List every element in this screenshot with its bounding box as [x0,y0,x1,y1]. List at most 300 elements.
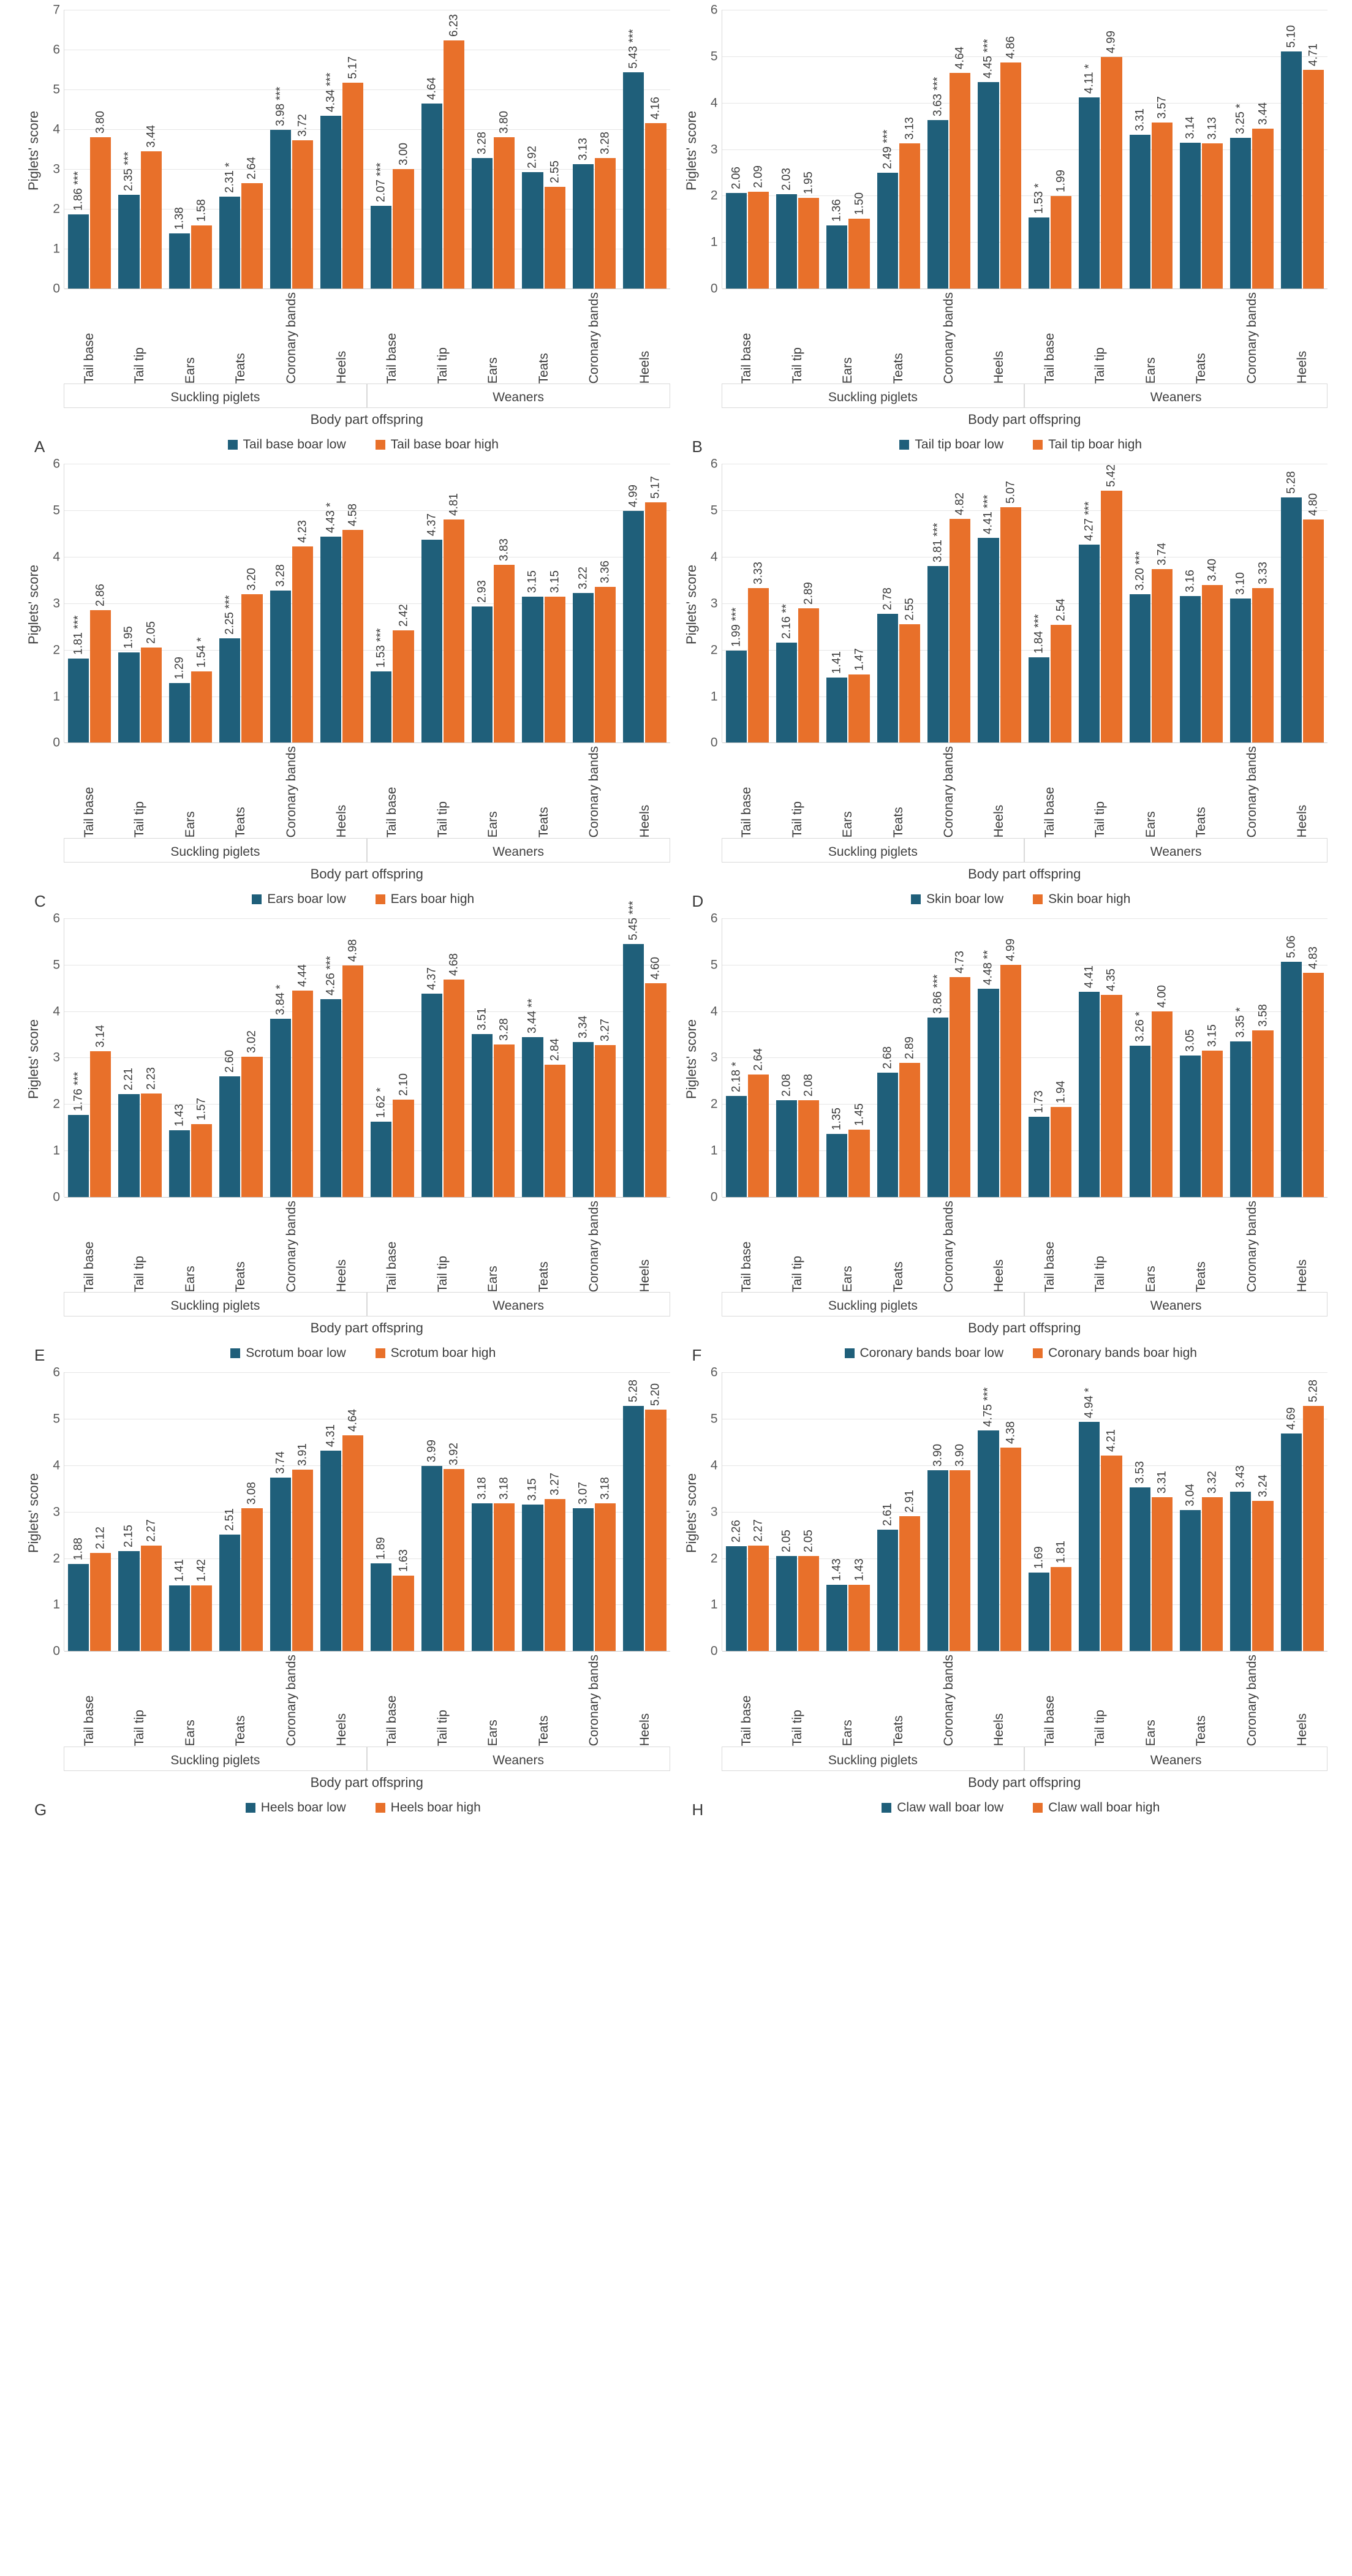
bar-high[interactable] [595,560,616,743]
bar-low[interactable] [118,1068,139,1197]
bar-low[interactable] [371,1536,391,1651]
y-tick-label: 0 [53,281,60,296]
bar-low[interactable] [776,603,797,743]
bar-pair [924,10,974,289]
bar-low[interactable] [1079,965,1100,1196]
bar-low[interactable] [1079,501,1100,743]
legend-item-low[interactable] [246,1800,346,1815]
bar-high[interactable] [444,14,464,289]
bar-high[interactable] [241,1481,262,1652]
bar-low[interactable] [472,131,493,289]
bars-region [64,464,670,742]
bar-high[interactable] [950,47,970,289]
x-tick-labels [722,289,1328,383]
bar-high[interactable] [141,125,162,289]
panel-body [18,2,676,460]
bar-high[interactable] [545,570,565,743]
bar-low[interactable] [68,1071,89,1196]
y-tick-label: 3 [53,162,60,176]
x-tick-label [923,1651,973,1746]
x-tick-label [215,289,265,383]
bar-low[interactable] [573,1482,594,1651]
bar-value-label: 1.62 * [374,1087,388,1118]
bar-high[interactable] [1202,116,1223,289]
bar-high[interactable] [1152,1471,1173,1651]
bar-high[interactable] [848,1558,869,1651]
panel-letter: G [34,1800,47,1819]
bar-high[interactable] [645,96,666,289]
legend-swatch-low-icon [845,1348,855,1358]
bar-low[interactable] [1130,1011,1150,1197]
bar-value-label: 3.04 [1184,1483,1197,1506]
bar-value-label: 3.15 [526,570,539,593]
bar-low[interactable] [927,1443,948,1652]
bar-low[interactable] [726,1519,747,1651]
x-tick-label-text: Ears [486,811,500,838]
bar-high[interactable] [1101,968,1122,1197]
bar-high[interactable] [342,1409,363,1651]
bar-high[interactable] [545,161,565,289]
bar-high[interactable] [1051,1080,1071,1197]
bar-group [722,918,772,1197]
bar-high[interactable] [748,1048,769,1197]
plot [701,1365,1328,1658]
bar-high[interactable] [798,582,819,742]
age-group-label: Suckling piglets [722,384,1025,407]
x-tick-label [1024,289,1074,383]
bar-low[interactable] [270,984,291,1197]
bar-high[interactable] [1101,30,1122,289]
bar-high[interactable] [1202,1024,1223,1197]
bar-low[interactable] [776,1529,797,1651]
age-group-label: Suckling piglets [64,384,367,407]
bar-high[interactable] [191,1097,212,1197]
x-tick-labels [722,742,1328,837]
bar-low[interactable] [726,607,747,743]
bar-pair [64,1372,115,1651]
bar-high[interactable] [798,1529,819,1651]
bar-high[interactable] [1303,493,1324,742]
bar-high[interactable] [1101,1429,1122,1651]
bar-high[interactable] [444,953,464,1197]
bar-low[interactable] [826,1108,847,1196]
bar-group [772,10,823,289]
bar-high[interactable] [90,111,111,289]
bar-high[interactable] [848,648,869,742]
bar-group [1226,1372,1277,1651]
bar-low[interactable] [1029,1546,1049,1651]
bar-low[interactable] [270,1451,291,1652]
bars-region [722,1372,1328,1651]
panel-body [18,901,676,1369]
bar-high[interactable] [595,1477,616,1651]
bar-high[interactable] [241,567,262,743]
bar-low[interactable] [978,950,999,1197]
bar-high[interactable] [1152,96,1173,289]
bar-low[interactable] [978,1387,999,1651]
bar-high[interactable] [292,1443,313,1652]
bar-high[interactable] [1303,946,1324,1197]
bar-high[interactable] [393,143,414,289]
bar-low[interactable] [270,564,291,743]
bar-group [367,10,417,289]
legend-item-low[interactable] [882,1800,1003,1815]
y-tick-label: 1 [710,689,718,704]
bar-high[interactable] [141,621,162,742]
bar-value-label: 4.58 [346,504,360,527]
bar-high[interactable] [191,1558,212,1652]
legend-item-low[interactable] [228,437,346,452]
bar-low[interactable] [169,207,190,289]
bar-high[interactable] [950,1443,970,1652]
x-tick-label-text: Tail tip [1093,347,1108,384]
bar-group [974,1372,1024,1651]
bar-high[interactable] [848,192,869,289]
bar-high[interactable] [494,538,515,742]
bar-group [1226,464,1277,742]
bar-pair [1126,464,1176,742]
bar-value-label: 1.54 * [195,636,208,668]
bar-high[interactable] [950,492,970,743]
bar-high[interactable] [342,939,363,1197]
bar-high[interactable] [141,1519,162,1651]
bar-low[interactable] [826,651,847,743]
bar-low[interactable] [1029,614,1049,743]
bar-value-label: 2.91 [903,1489,916,1513]
x-tick-labels [64,289,670,383]
bar-low[interactable] [1281,25,1302,289]
bar-low[interactable] [877,1503,898,1651]
bar-low[interactable] [219,1508,240,1651]
bar-high[interactable] [748,1519,769,1651]
gridline [64,1651,670,1652]
legend-item-high[interactable] [1033,1346,1197,1361]
bar-high[interactable] [1000,1421,1021,1651]
bar-high[interactable] [444,1443,464,1651]
bar-low[interactable] [522,570,543,743]
bar-low[interactable] [1130,1460,1150,1652]
bar-low[interactable] [320,1424,341,1651]
bar-low[interactable] [68,1537,89,1652]
bar-value-label: 1.81 [1054,1541,1068,1564]
legend-item-low[interactable] [252,892,346,907]
bar-high[interactable] [1000,480,1021,742]
bar-low[interactable] [573,137,594,289]
bar-low[interactable] [1230,103,1251,289]
bar-low[interactable] [826,198,847,289]
bar-high[interactable] [899,1036,920,1197]
bar-low[interactable] [776,168,797,289]
bar-low[interactable] [169,1559,190,1651]
bar-group [619,10,670,289]
bar-low[interactable] [776,1074,797,1197]
bar-high[interactable] [494,1477,515,1651]
bar-low[interactable] [270,86,291,289]
legend-item-high[interactable] [376,1800,481,1815]
bar-high[interactable] [393,1073,414,1197]
bar-value-label: 4.64 [346,1409,360,1432]
bar-value-label: 3.31 [1155,1471,1169,1494]
bar-high[interactable] [191,199,212,289]
bar-low[interactable] [1130,551,1150,743]
legend-item-high[interactable] [1033,892,1130,907]
bar-low[interactable] [371,1087,391,1197]
bar-low[interactable] [472,1477,493,1651]
bar-low[interactable] [623,1379,644,1651]
bar-value-label: 3.13 [1206,116,1219,140]
bar-low[interactable] [118,1525,139,1651]
bar-low[interactable] [169,1104,190,1196]
bars-region [722,464,1328,742]
bar-low[interactable] [927,77,948,289]
legend-item-low[interactable] [899,437,1003,452]
bar-high[interactable] [645,476,666,742]
bar-high[interactable] [292,964,313,1197]
bar-low[interactable] [927,974,948,1197]
bar-low[interactable] [877,129,898,289]
bar-low[interactable] [118,625,139,743]
bar-low[interactable] [1079,1388,1100,1652]
bar-low[interactable] [219,1049,240,1197]
bar-low[interactable] [1079,64,1100,289]
x-tick-label-text: Coronary bands [284,1655,298,1747]
bar-low[interactable] [1230,1465,1251,1651]
legend [56,1346,670,1361]
bar-pair [266,1372,317,1651]
legend-item-low[interactable] [911,892,1003,907]
y-tick-label: 5 [53,503,60,518]
bar-low[interactable] [472,1007,493,1197]
y-axis [43,456,64,750]
bar-low[interactable] [68,171,89,289]
bar-low[interactable] [1130,108,1150,289]
bar-low[interactable] [877,1046,898,1197]
bar-value-label: 2.92 [526,146,539,169]
bar-low[interactable] [320,502,341,742]
bar-high[interactable] [1051,1541,1071,1651]
x-tick-label-text: Ears [183,811,197,838]
bar-low[interactable] [1180,1483,1201,1652]
bar-low[interactable] [320,72,341,289]
bar-high[interactable] [1051,170,1071,289]
legend-item-high[interactable] [376,892,475,907]
y-tick-label: 0 [710,735,718,750]
bar-low[interactable] [1029,1090,1049,1197]
bar-high[interactable] [595,131,616,289]
bar-low[interactable] [472,580,493,742]
bar-low[interactable] [421,513,442,742]
bar-high[interactable] [342,504,363,742]
bar-low[interactable] [623,901,644,1197]
bar-pair [1075,1372,1125,1651]
bar-low[interactable] [623,29,644,289]
bar-high[interactable] [645,1383,666,1651]
y-tick-label: 3 [710,1505,718,1519]
bar-high[interactable] [494,1018,515,1197]
bar-high[interactable] [292,114,313,289]
legend-item-low[interactable] [845,1346,1004,1361]
bar-high[interactable] [1252,1004,1273,1196]
bar-low[interactable] [219,595,240,743]
bar-high[interactable] [141,1067,162,1197]
x-tick-label [822,1651,872,1746]
bar-low[interactable] [927,523,948,743]
bar-low[interactable] [320,956,341,1197]
bar-high[interactable] [1252,1474,1273,1652]
bar-high[interactable] [798,1074,819,1197]
bar-high[interactable] [1152,542,1173,743]
bar-high[interactable] [90,1526,111,1652]
x-tick-label-text: Tail base [385,1241,399,1293]
bar-low[interactable] [1281,1407,1302,1652]
bar-high[interactable] [342,56,363,289]
bar-low[interactable] [826,1558,847,1651]
bar-low[interactable] [68,615,89,742]
bar-high[interactable] [90,583,111,743]
bar-high[interactable] [292,519,313,743]
x-tick-label-text: Tail tip [790,1255,804,1293]
bar-value-label: 3.28 [475,131,489,154]
bar-high[interactable] [1202,1470,1223,1652]
y-tick-label: 5 [710,49,718,64]
bar-value-label: 1.76 *** [72,1071,85,1112]
x-axis-title: Body part offspring [722,1316,1328,1336]
bar-low[interactable] [1180,569,1201,743]
bar-pair [772,918,823,1197]
bar-group [1176,1372,1226,1651]
bar-pair [722,1372,772,1651]
bar-low[interactable] [1281,935,1302,1197]
bar-high[interactable] [545,1473,565,1651]
bar-high[interactable] [798,172,819,289]
bar-low[interactable] [421,77,442,289]
bar-high[interactable] [1000,939,1021,1196]
x-tick-label-text: Ears [183,1266,197,1293]
bar-high[interactable] [241,1030,262,1197]
legend-item-low[interactable] [230,1346,346,1361]
chart-area [25,901,670,1336]
bar-low[interactable] [1180,116,1201,289]
bar-low[interactable] [573,567,594,742]
bar-high[interactable] [1101,464,1122,742]
bar-high[interactable] [1000,36,1021,289]
bar-high[interactable] [1152,984,1173,1197]
bar-low[interactable] [623,485,644,742]
bar-low[interactable] [877,587,898,743]
bar-group [64,1372,115,1651]
legend-item-high[interactable] [376,437,499,452]
bar-high[interactable] [241,157,262,289]
bar-low[interactable] [978,494,999,742]
bar-high[interactable] [899,1489,920,1652]
bar-low[interactable] [726,166,747,289]
bar-value-label: 2.25 *** [223,595,236,635]
age-group-label: Weaners [367,1293,670,1316]
bar-high[interactable] [1252,102,1273,289]
bar-value-label: 4.94 * [1082,1388,1096,1418]
bar-low[interactable] [1230,572,1251,742]
legend-swatch-high-icon [1033,440,1043,450]
bar-high[interactable] [191,636,212,743]
bar-high[interactable] [393,603,414,743]
bar-low[interactable] [522,146,543,289]
bar-pair [1126,918,1176,1197]
legend-item-high[interactable] [1033,1800,1160,1815]
x-tick-label [873,1197,923,1292]
bar-low[interactable] [1230,1007,1251,1197]
bar-group [1126,464,1176,742]
bar-high[interactable] [848,1103,869,1197]
bar-high[interactable] [950,951,970,1197]
bar-high[interactable] [494,111,515,289]
bar-high[interactable] [1303,1379,1324,1651]
legend-swatch-low-icon [882,1803,891,1813]
bar-value-label: 3.74 [274,1451,287,1474]
bar-high[interactable] [899,598,920,742]
x-tick-label [722,1651,772,1746]
bar-value-label: 4.37 [425,967,439,991]
bar-high[interactable] [545,1038,565,1196]
bar-high[interactable] [899,116,920,289]
bar-low[interactable] [573,1015,594,1197]
bar-high[interactable] [1303,43,1324,289]
bar-high[interactable] [90,1024,111,1197]
bar-high[interactable] [748,561,769,743]
bar-pair [619,1372,670,1651]
bar-low[interactable] [1029,183,1049,289]
x-tick-label [1176,1197,1226,1292]
legend-label: Coronary bands boar low [859,1346,1004,1361]
bar-low[interactable] [371,628,391,742]
y-tick-label: 2 [53,643,60,657]
x-tick-label [367,1651,417,1746]
bar-low[interactable] [522,1478,543,1651]
legend-item-high[interactable] [376,1346,496,1361]
bar-low[interactable] [1281,471,1302,742]
bar-high[interactable] [393,1549,414,1652]
bar-high[interactable] [595,1018,616,1197]
bar-group [1176,10,1226,289]
panel-body [676,1365,1334,1822]
bar-high[interactable] [1051,598,1071,743]
bar-low[interactable] [421,1439,442,1652]
x-tick-label-text: Ears [1143,1266,1158,1293]
bar-low[interactable] [371,163,391,289]
bar-low[interactable] [726,1061,747,1197]
bar-value-label: 3.92 [447,1443,461,1465]
bar-low[interactable] [522,998,543,1197]
bar-value-label: 2.08 [780,1074,793,1097]
legend-item-high[interactable] [1033,437,1142,452]
bar-group [418,1372,468,1651]
bar-pair [1176,918,1226,1197]
bar-low[interactable] [421,967,442,1196]
bar-high[interactable] [645,957,666,1197]
bar-low[interactable] [978,39,999,289]
bar-value-label: 4.81 [447,493,461,516]
bar-group [518,10,568,289]
bar-high[interactable] [1202,558,1223,743]
bar-groups [64,10,670,289]
age-group-label: Suckling piglets [64,1747,367,1770]
bar-high[interactable] [444,493,464,743]
bar-low[interactable] [169,656,190,743]
bar-low[interactable] [219,162,240,289]
bar-high[interactable] [748,165,769,289]
bar-high[interactable] [1252,561,1273,743]
bar-low[interactable] [1180,1029,1201,1197]
bar-low[interactable] [118,151,139,289]
